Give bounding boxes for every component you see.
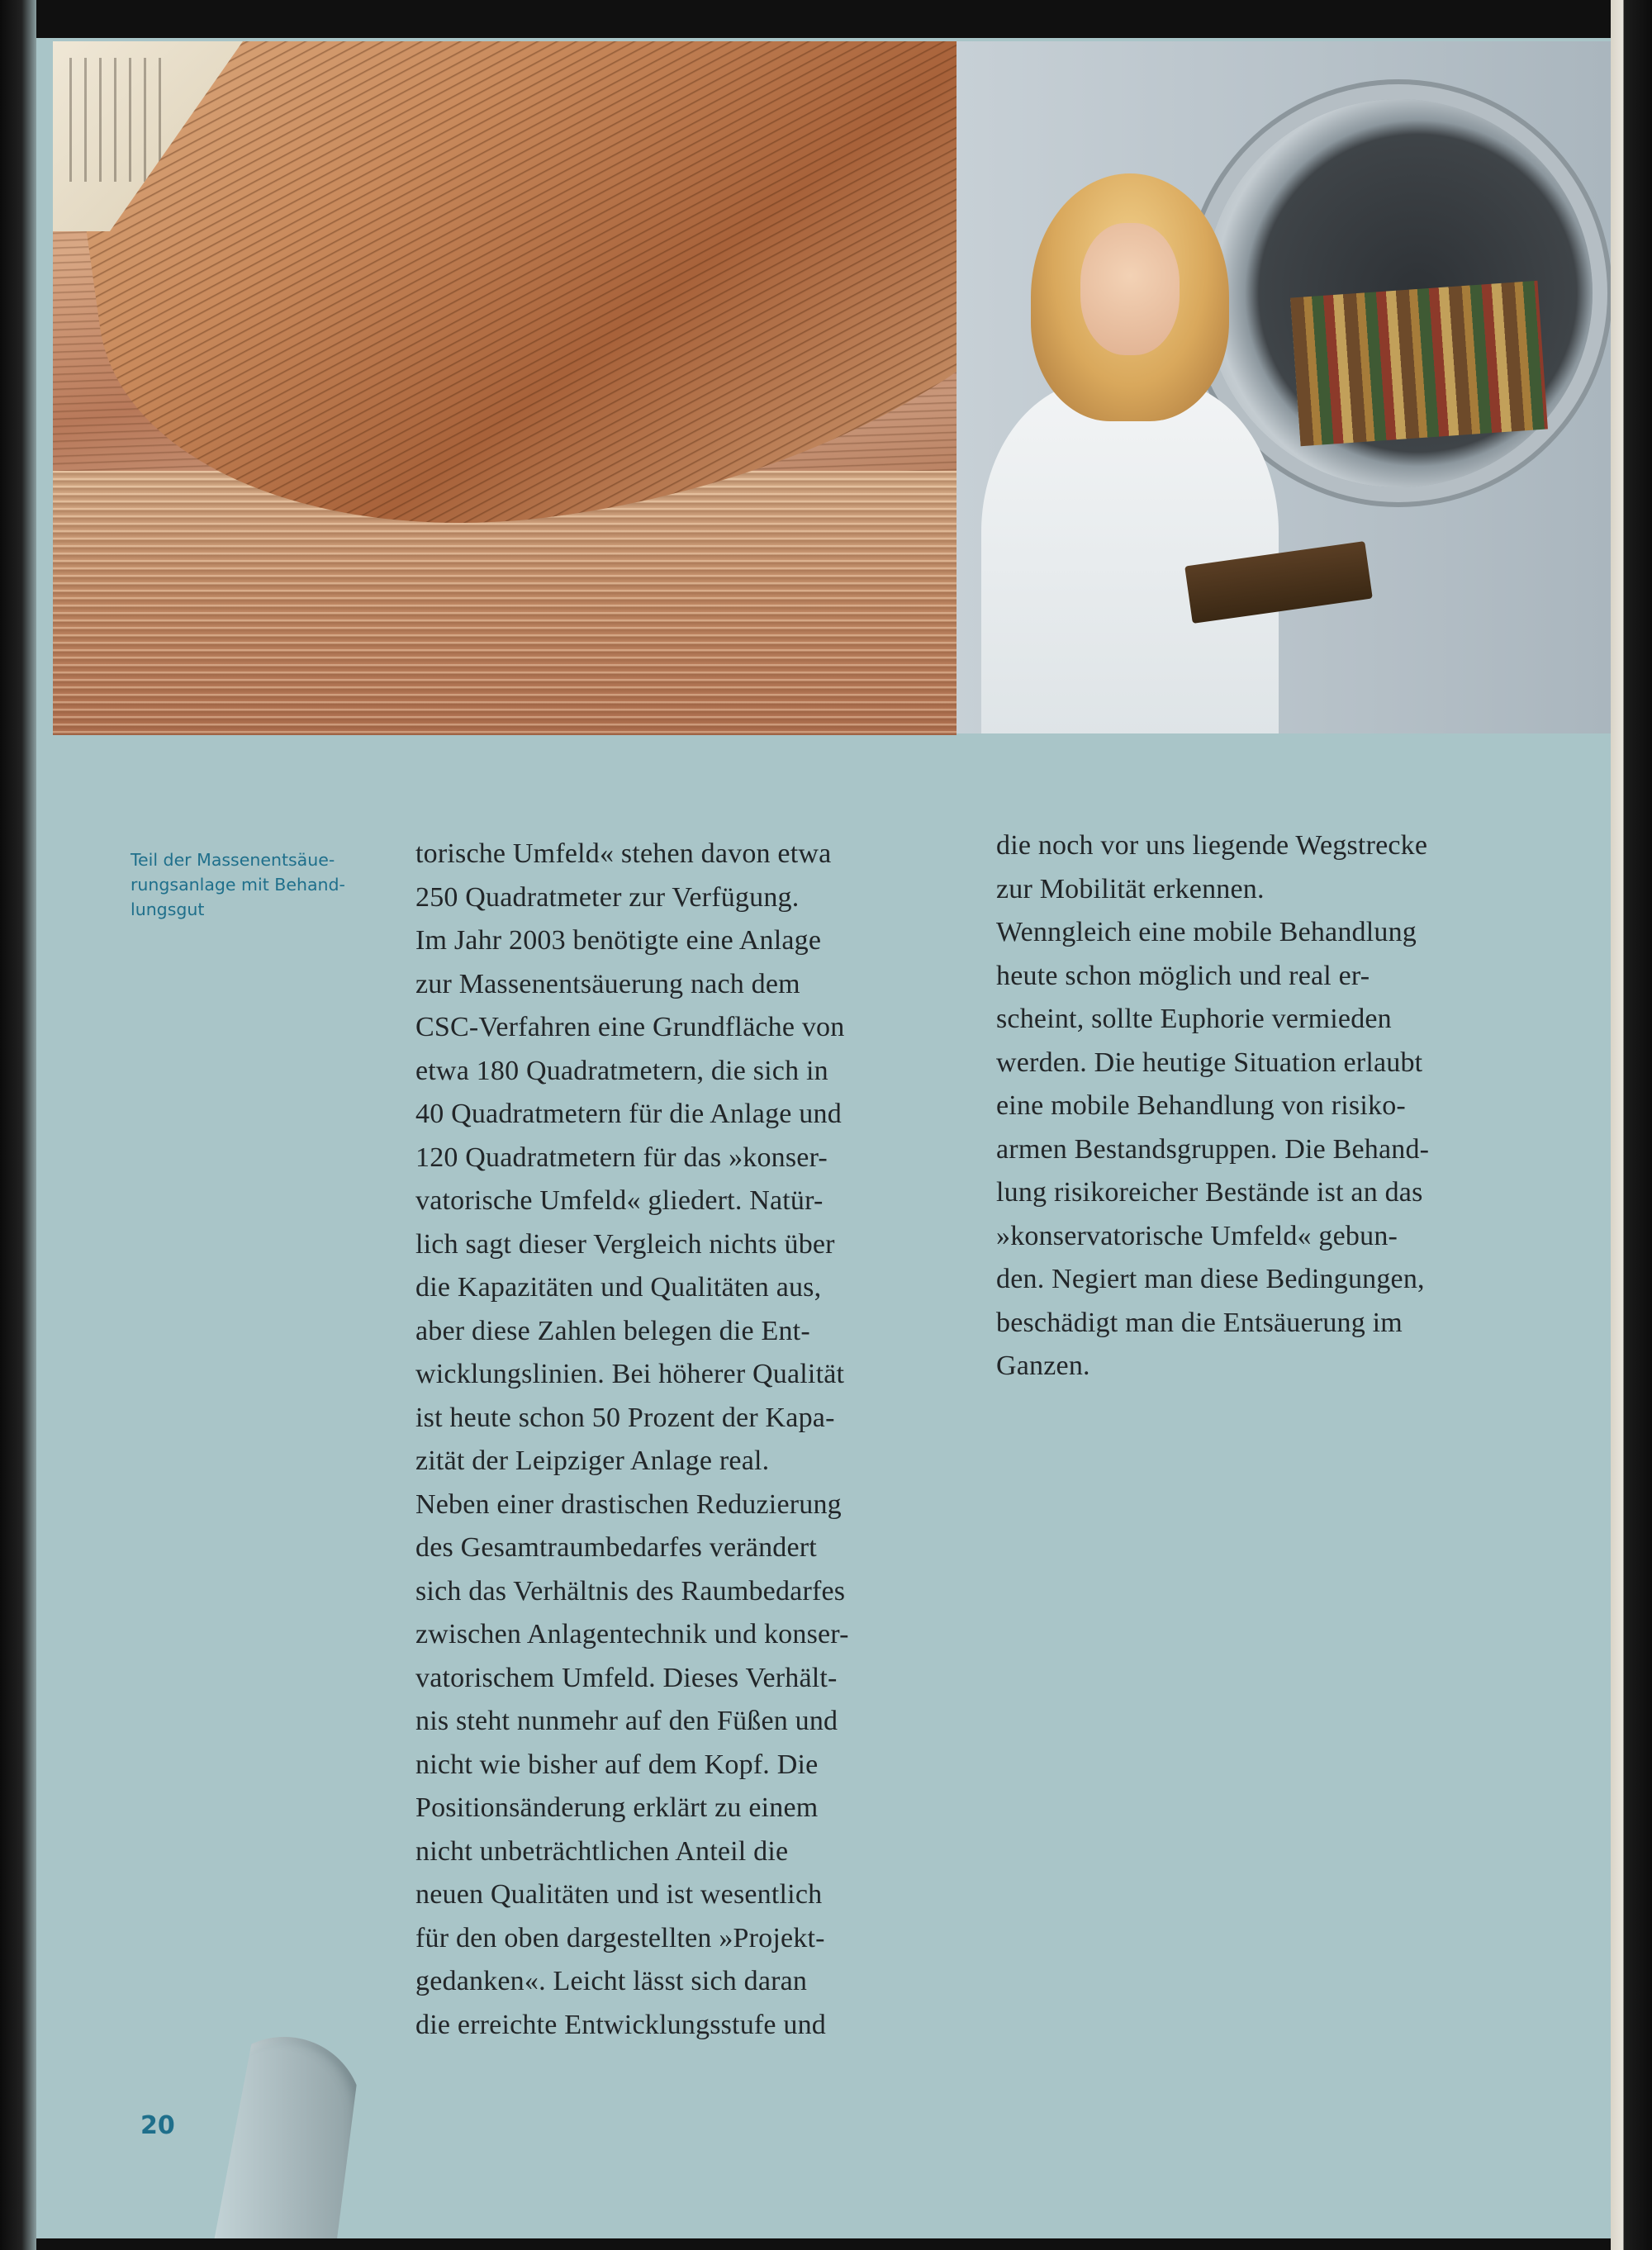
text-line: zität der Leipziger Anlage real. [415, 1445, 770, 1476]
transparent-ruler [206, 2037, 363, 2238]
text-line: zur Massenentsäuerung nach dem [415, 968, 800, 999]
text-line: sich das Verhältnis des Raumbedarfes [415, 1575, 846, 1607]
text-line: scheint, sollte Euphorie vermieden [996, 1004, 1392, 1034]
text-line: torische Umfeld« stehen davon etwa [415, 838, 832, 869]
text-line: Positionsänderung erklärt zu einem [415, 1792, 819, 1823]
body-column-2 [996, 824, 1591, 1388]
text-line: nicht unbeträchtlichen Anteil die [415, 1835, 789, 1867]
caption-line: lungsgut [131, 900, 205, 919]
text-line: nis steht nunmehr auf den Füßen und [415, 1706, 838, 1736]
text-line: Im Jahr 2003 benötigte eine Anlage [415, 925, 822, 956]
text-line: 250 Quadratmeter zur Verfügung. [415, 881, 800, 913]
caption-line: rungsanlage mit Behand- [131, 875, 345, 895]
scan-left-edge [0, 0, 36, 2250]
lab-coat [981, 380, 1279, 733]
lab-worker [981, 173, 1279, 733]
lab-worker-photo [957, 41, 1611, 733]
text-line: die erreichte Entwicklungsstufe und [415, 2009, 827, 2040]
text-line: die noch vor uns liegende Wegstrecke [996, 830, 1428, 861]
scan-right-edge [1611, 0, 1652, 2250]
text-line: vatorische Umfeld« gliedert. Natür- [415, 1185, 824, 1216]
text-line: den. Negiert man diese Bedingungen, [996, 1264, 1425, 1294]
text-line: etwa 180 Quadratmetern, die sich in [415, 1055, 828, 1086]
page-number: 20 [140, 2111, 175, 2140]
text-line: für den oben dargestellten »Projekt- [415, 1922, 825, 1953]
text-line: aber diese Zahlen belegen die Ent- [415, 1315, 810, 1346]
body-column-1 [415, 833, 1010, 2047]
text-line: zwischen Anlagentechnik und konser- [415, 1619, 849, 1650]
text-line: armen Bestandsgruppen. Die Behand- [996, 1133, 1430, 1165]
text-line: Ganzen. [996, 1350, 1090, 1381]
text-line: heute schon möglich und real er- [996, 960, 1370, 991]
books-in-chamber [1290, 281, 1548, 446]
text-line: lich sagt dieser Vergleich nichts über [415, 1228, 835, 1260]
text-line: »konservatorische Umfeld« gebun- [996, 1220, 1398, 1251]
old-book-photo [53, 41, 957, 735]
text-line: zur Mobilität erkennen. [996, 873, 1265, 904]
text-line: nicht wie bisher auf dem Kopf. Die [415, 1749, 819, 1780]
text-line: gedanken«. Leicht lässt sich daran [415, 1966, 808, 1996]
text-line: werden. Die heutige Situation erlaubt [996, 1047, 1423, 1078]
text-line: neuen Qualitäten und ist wesentlich [415, 1879, 823, 1910]
text-line: des Gesamtraumbedarfes verändert [415, 1532, 817, 1563]
caption-line: Teil der Massenentsäue- [131, 850, 335, 870]
text-line: wicklungslinien. Bei höherer Qualität [415, 1359, 845, 1389]
photo-caption [131, 847, 428, 922]
text-line: beschädigt man die Entsäuerung im [996, 1307, 1403, 1338]
text-line: CSC-Verfahren eine Grundfläche von [415, 1012, 845, 1042]
text-line: die Kapazitäten und Qualitäten aus, [415, 1272, 822, 1303]
text-line: 120 Quadratmetern für das »konser- [415, 1142, 828, 1173]
text-line: 40 Quadratmetern für die Anlage und [415, 1099, 842, 1129]
text-line: vatorischem Umfeld. Dieses Verhält- [415, 1662, 838, 1693]
text-line: lung risikoreicher Bestände ist an das [996, 1177, 1423, 1208]
text-line: ist heute schon 50 Prozent der Kapa- [415, 1402, 835, 1433]
text-line: Wenngleich eine mobile Behandlung [996, 917, 1417, 947]
text-line: Neben einer drastischen Reduzierung [415, 1488, 842, 1520]
worker-face [1080, 223, 1180, 355]
magazine-page [36, 38, 1611, 2238]
text-line: eine mobile Behandlung von risiko- [996, 1090, 1406, 1121]
